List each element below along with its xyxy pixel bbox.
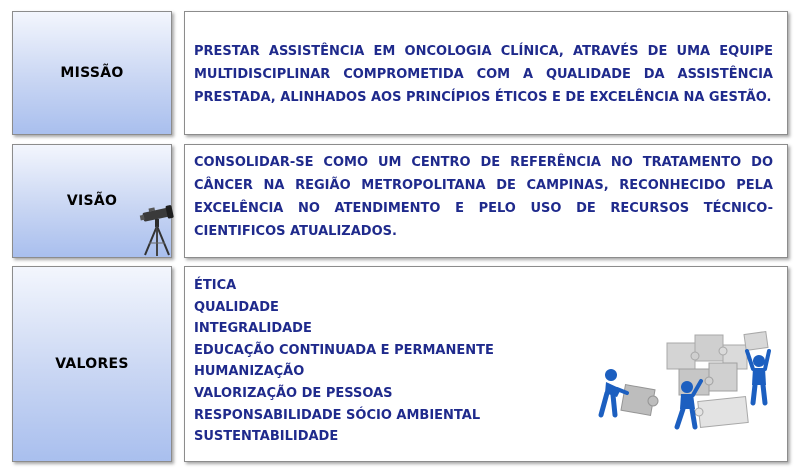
puzzle-teamwork-icon (595, 323, 775, 435)
valores-item: VALORIZAÇÃO DE PESSOAS (194, 385, 393, 401)
visao-content-box (184, 144, 788, 258)
valores-label-box (12, 266, 172, 462)
valores-list (194, 275, 494, 448)
valores-item: RESPONSABILIDADE SÓCIO AMBIENTAL (194, 407, 481, 423)
visao-label: VISÃO (66, 193, 118, 209)
valores-item: SUSTENTABILIDADE (194, 429, 339, 445)
valores-content-box (184, 266, 788, 462)
telescope-icon (137, 201, 177, 257)
valores-item: HUMANIZAÇÃO (194, 364, 305, 380)
missao-label: MISSÃO (60, 65, 124, 81)
visao-label-box (12, 144, 172, 258)
valores-item: EDUCAÇÃO CONTINUADA E PERMANENTE (194, 342, 494, 358)
valores-label: VALORES (55, 356, 129, 372)
missao-content-box (184, 11, 788, 135)
visao-text: CONSOLIDAR-SE COMO UM CENTRO DE REFERÊNCIA NO TRATAMENTO DO CÂNCER NA REGIÃO METROPOLITANA DE CAMPINAS, RECONHECIDO PELA EXCELÊNCIA NO ATENDIMENTO E PELO USO DE RECURSOS TÉCNICO-CIENTIFICOS ATUALIZADOS. (194, 155, 773, 239)
missao-label-box (12, 11, 172, 135)
visao-row (12, 144, 788, 258)
valores-item: ÉTICA (194, 278, 237, 293)
missao-text: PRESTAR ASSISTÊNCIA EM ONCOLOGIA CLÍNICA, ATRAVÉS DE UMA EQUIPE MULTIDISCIPLINAR COMPROMETIDA COM A QUALIDADE DA ASSISTÊNCIA PRESTADA, ALINHADOS AOS PRINCÍPIOS ÉTICOS E DE EXCELÊNCIA NA GESTÃO. (194, 44, 773, 105)
valores-row (12, 266, 788, 462)
valores-item: QUALIDADE (194, 299, 279, 315)
missao-row (12, 11, 788, 135)
valores-item: INTEGRALIDADE (194, 321, 312, 337)
